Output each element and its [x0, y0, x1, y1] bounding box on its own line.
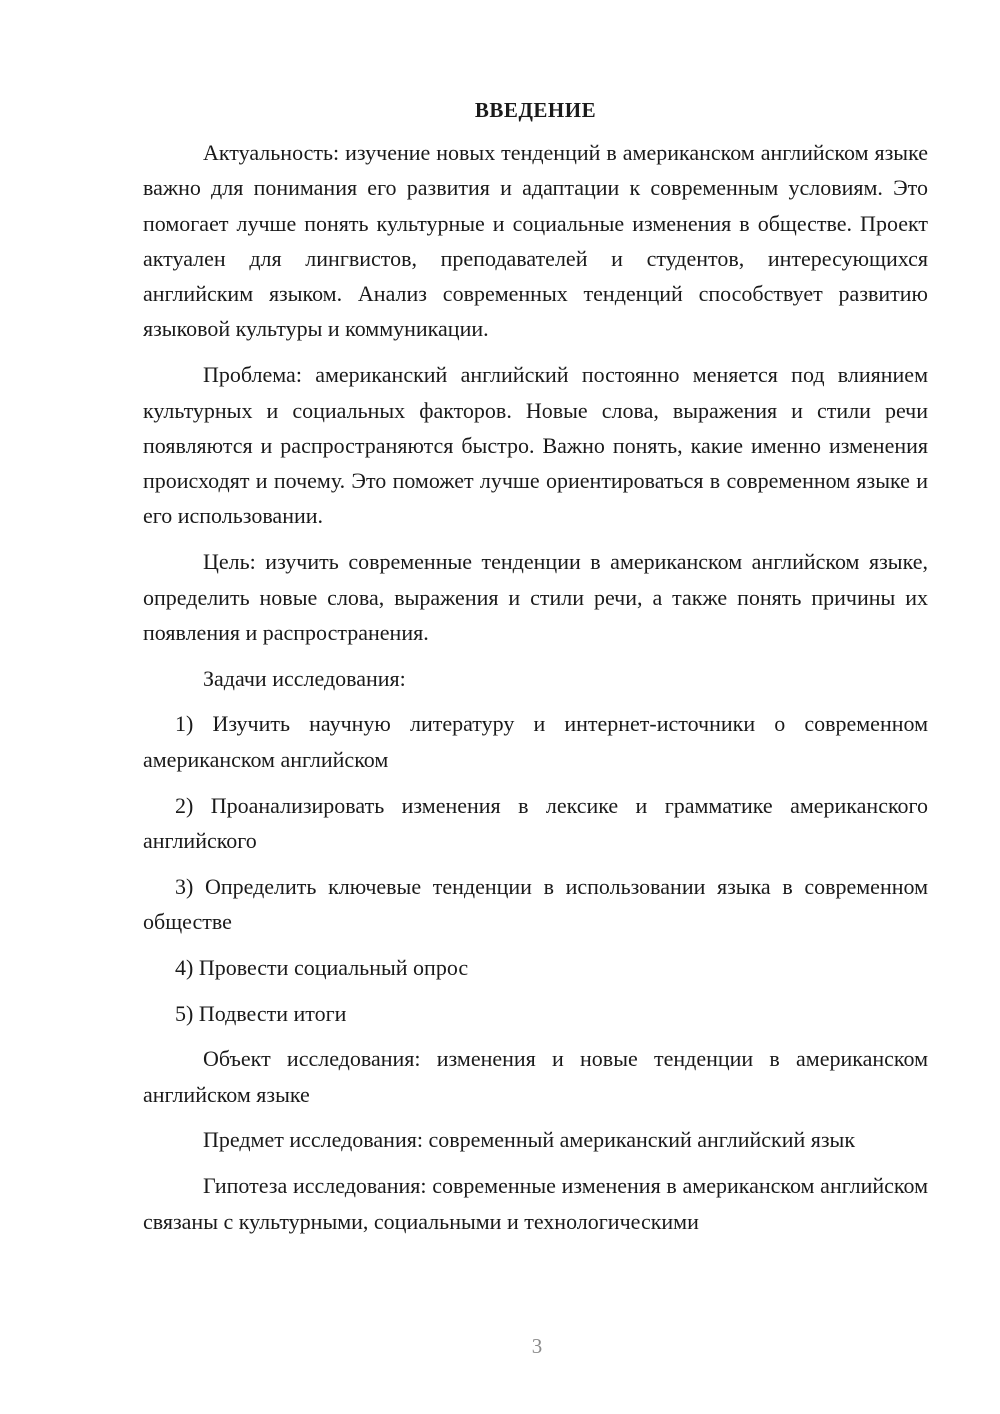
task-item-4: 4) Провести социальный опрос	[175, 954, 469, 980]
paragraph-object: Объект исследования: изменения и новые тенденции в американском английском языке	[143, 1046, 928, 1107]
page-number: 3	[531, 1334, 543, 1358]
paragraph-hypothesis: Гипотеза исследования: современные изменения в американском английском связаны с культурными, социальными и технологическими	[143, 1173, 928, 1234]
paragraph-problem: Проблема: американский английский постоянно меняется под влиянием культурных и социальных факторов. Новые слова, выражения и стили речи появляются и распространяются быстро. Важно понять, какие именно изменения происходят и почему. Это поможет лучше ориентироваться в современном языке и его использовании.	[143, 362, 928, 529]
paragraph-relevance: Актуальность: изучение новых тенденций в американском английском языке важно для понимания его развития и адаптации к современным условиям. Это помогает лучше понять культурные и социальные изменения в обществе. Проект актуален для лингвистов, преподавателей и студентов, интересующихся английским языком. Анализ современных тенденций способствует развитию языковой культуры и коммуникации.	[143, 140, 928, 342]
paragraph-subject: Предмет исследования: современный американский английский язык	[203, 1127, 856, 1153]
page-title: ВВЕДЕНИЕ	[474, 98, 597, 122]
page-content	[143, 97, 928, 1239]
task-item-5: 5) Подвести итоги	[175, 1000, 347, 1026]
task-item-2: 2) Проанализировать изменения в лексике и грамматике американского английского	[143, 792, 928, 853]
tasks-heading: Задачи исследования:	[203, 665, 406, 691]
task-item-3: 3) Определить ключевые тенденции в использовании языка в современном обществе	[143, 873, 928, 934]
task-item-1: 1) Изучить научную литературу и интернет-источники о современном американском английском	[143, 711, 928, 772]
paragraph-goal: Цель: изучить современные тенденции в американском английском языке, определить новые слова, выражения и стили речи, а также понять причины их появления и распространения.	[143, 549, 928, 645]
